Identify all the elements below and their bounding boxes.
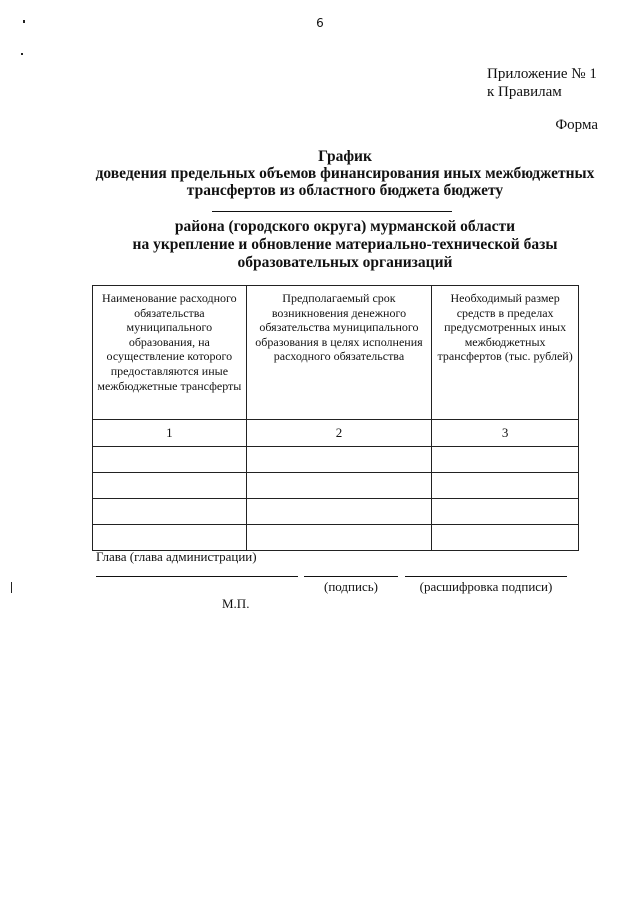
table-cell bbox=[432, 447, 579, 473]
table-row bbox=[93, 447, 579, 473]
document-subtitle bbox=[40, 218, 640, 272]
decoding-caption: (расшифровка подписи) bbox=[419, 579, 553, 594]
column-header: Необходимый размер средств в пределах предусмотренных иных межбюджетных трансфертов (тыс. рублей) bbox=[432, 286, 579, 420]
scan-speck bbox=[23, 20, 25, 23]
blank-fill-line bbox=[212, 211, 452, 212]
table-cell bbox=[432, 473, 579, 499]
page-number: 6 bbox=[316, 16, 324, 30]
name-line bbox=[96, 576, 298, 577]
table-row bbox=[93, 499, 579, 525]
appendix-note bbox=[487, 65, 597, 101]
table-cell bbox=[246, 525, 432, 551]
subtitle-line-3: образовательных организаций bbox=[237, 254, 453, 271]
decoding-line bbox=[405, 576, 567, 577]
schedule-table bbox=[92, 285, 579, 551]
table-cell bbox=[432, 499, 579, 525]
table-cell bbox=[246, 447, 432, 473]
table-cell bbox=[93, 525, 247, 551]
scan-speck bbox=[21, 53, 23, 55]
title-line-3: трансфертов из областного бюджета бюджету bbox=[186, 182, 504, 199]
column-number: 1 bbox=[93, 420, 247, 447]
column-number: 2 bbox=[246, 420, 432, 447]
appendix-line-2: к Правилам bbox=[487, 84, 562, 100]
document-title bbox=[40, 148, 640, 199]
signature-caption: (подпись) bbox=[324, 579, 378, 594]
column-header: Предполагаемый срок возникновения денежного обязательства муниципального образования в целях исполнения расходного обязательства bbox=[246, 286, 432, 420]
appendix-line-1: Приложение № 1 bbox=[487, 66, 597, 82]
table-cell bbox=[93, 473, 247, 499]
scan-speck bbox=[11, 582, 12, 593]
table-cell bbox=[246, 499, 432, 525]
stamp-label: М.П. bbox=[222, 596, 250, 611]
table-cell bbox=[432, 525, 579, 551]
column-number-row bbox=[93, 420, 579, 447]
subtitle-line-1: района (городского округа) мурманской области bbox=[174, 218, 516, 235]
signature-line bbox=[304, 576, 398, 577]
table-row bbox=[93, 525, 579, 551]
table-cell bbox=[246, 473, 432, 499]
column-number: 3 bbox=[432, 420, 579, 447]
column-header: Наименование расходного обязательства муниципального образования, на осуществление которого предоставляются иные межбюджетные трансферты bbox=[93, 286, 247, 420]
head-label: Глава (глава администрации) bbox=[96, 549, 257, 564]
subtitle-line-2: на укрепление и обновление материально-технической базы bbox=[132, 236, 558, 253]
title-line-1: График bbox=[318, 148, 372, 165]
table-cell bbox=[93, 447, 247, 473]
table-row bbox=[93, 473, 579, 499]
form-label: Форма bbox=[555, 117, 598, 133]
title-line-2: доведения предельных объемов финансирования иных межбюджетных bbox=[95, 165, 595, 182]
table-header-row bbox=[93, 286, 579, 420]
table-cell bbox=[93, 499, 247, 525]
